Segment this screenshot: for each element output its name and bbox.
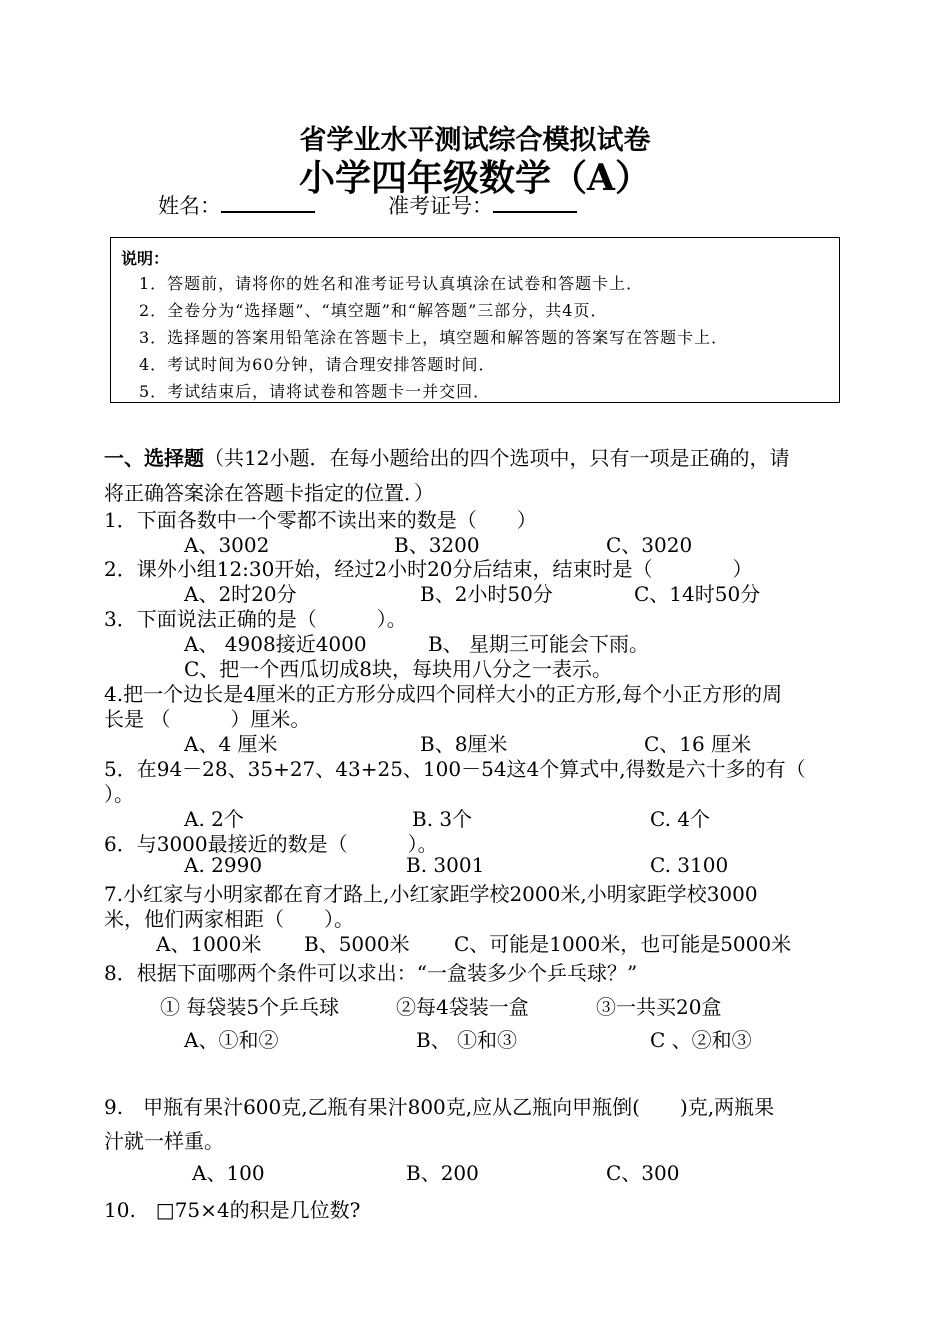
question-3: 3．下面说法正确的是（ ）。 xyxy=(104,607,407,631)
question-9: 9. 甲瓶有果汁600克,乙瓶有果汁800克,应从乙瓶向甲瓶倒( )克,两瓶果 xyxy=(104,1095,775,1119)
section-title: 一、选择题 xyxy=(104,446,204,470)
name-blank xyxy=(221,191,315,213)
question-8: 8．根据下面哪两个条件可以求出：“一盒装多少个乒乓球？” xyxy=(104,961,638,985)
q6-option-a: A. 2990 xyxy=(184,853,263,877)
instruction-item: 1．答题前，请将你的姓名和准考证号认真填涂在试卷和答题卡上． xyxy=(139,274,644,293)
q8-option-a: A、①和② xyxy=(184,1028,279,1052)
exam-number-label: 准考证号： xyxy=(388,194,493,218)
q6-option-c: C. 3100 xyxy=(650,853,729,877)
q8-option-c: C 、②和③ xyxy=(650,1028,752,1052)
instructions-label: 说明： xyxy=(121,249,170,268)
q8-condition-1: ① 每袋装5个乒乓球 xyxy=(160,995,340,1019)
instruction-item: 4．考试时间为60分钟，请合理安排答题时间． xyxy=(139,355,496,374)
section-description-cont: 将正确答案涂在答题卡指定的位置．） xyxy=(104,481,434,505)
question-1: 1．下面各数中一个零都不读出来的数是（ ） xyxy=(104,508,537,532)
exam-subtitle: 小学四年级数学（A） xyxy=(299,157,651,199)
q5-option-b: B. 3个 xyxy=(412,807,473,831)
question-5: 5．在94－28、35+27、43+25、100－54这4个算式中,得数是六十多的有（ xyxy=(104,757,806,781)
instructions-box xyxy=(110,237,840,403)
q3-option-a: A、 4908接近4000 xyxy=(184,632,367,656)
instruction-item: 2．全卷分为“选择题”、“填空题”和“解答题”三部分，共4页． xyxy=(139,301,608,320)
q8-condition-2: ②每4袋装一盒 xyxy=(396,995,529,1019)
exam-number-blank xyxy=(493,191,577,213)
q9-option-c: C、300 xyxy=(606,1161,680,1185)
q4-option-a: A、4 厘米 xyxy=(184,732,278,756)
q3-option-b: B、 星期三可能会下雨。 xyxy=(428,632,650,656)
q2-option-b: B、2小时50分 xyxy=(420,582,553,606)
q2-option-c: C、14时50分 xyxy=(634,582,761,606)
question-7-cont: 米，他们两家相距（ ）。 xyxy=(104,907,354,931)
q9-option-a: A、100 xyxy=(192,1161,265,1185)
q4-option-c: C、16 厘米 xyxy=(644,732,752,756)
question-7: 7.小红家与小明家都在育才路上,小红家距学校2000米,小明家距学校3000 xyxy=(104,882,758,906)
q7-option-c: C、可能是1000米，也可能是5000米 xyxy=(454,932,792,956)
question-10: 10. □75×4的积是几位数? xyxy=(104,1198,361,1222)
question-4-cont: 长是 （ ）厘米。 xyxy=(104,707,311,731)
q5-option-a: A. 2个 xyxy=(184,807,244,831)
q7-option-a: A、1000米 xyxy=(156,932,262,956)
instruction-item: 3．选择题的答案用铅笔涂在答题卡上，填空题和解答题的答案写在答题卡上． xyxy=(139,328,729,347)
name-field xyxy=(158,190,315,220)
q3-option-c: C、把一个西瓜切成8块，每块用八分之一表示。 xyxy=(184,657,613,681)
name-label: 姓名： xyxy=(158,194,221,218)
q7-option-b: B、5000米 xyxy=(304,932,410,956)
section-heading xyxy=(104,442,789,471)
q9-option-b: B、200 xyxy=(406,1161,479,1185)
q1-option-c: C、3020 xyxy=(606,533,693,557)
q5-option-c: C. 4个 xyxy=(650,807,711,831)
q8-option-b: B、 ①和③ xyxy=(416,1028,518,1052)
section-description: （共12小题．在每小题给出的四个选项中，只有一项是正确的，请 xyxy=(204,446,790,470)
question-4: 4.把一个边长是4厘米的正方形分成四个同样大小的正方形,每个小正方形的周 xyxy=(104,682,783,706)
q1-option-a: A、3002 xyxy=(184,533,270,557)
q1-option-b: B、3200 xyxy=(394,533,480,557)
question-6: 6．与3000最接近的数是（ ）。 xyxy=(104,832,438,856)
exam-number-field xyxy=(388,190,577,220)
q2-option-a: A、2时20分 xyxy=(184,582,297,606)
instruction-item: 5．考试结束后，请将试卷和答题卡一并交回． xyxy=(139,382,491,401)
q4-option-b: B、8厘米 xyxy=(420,732,508,756)
exam-title: 省学业水平测试综合模拟试卷 xyxy=(299,125,651,156)
question-2: 2．课外小组12:30开始，经过2小时20分后结束，结束时是（ ） xyxy=(104,557,753,581)
question-5-cont: ）。 xyxy=(104,782,134,806)
question-9-cont: 汁就一样重。 xyxy=(104,1129,224,1153)
q8-condition-3: ③一共买20盒 xyxy=(596,995,722,1019)
q6-option-b: B. 3001 xyxy=(406,853,485,877)
